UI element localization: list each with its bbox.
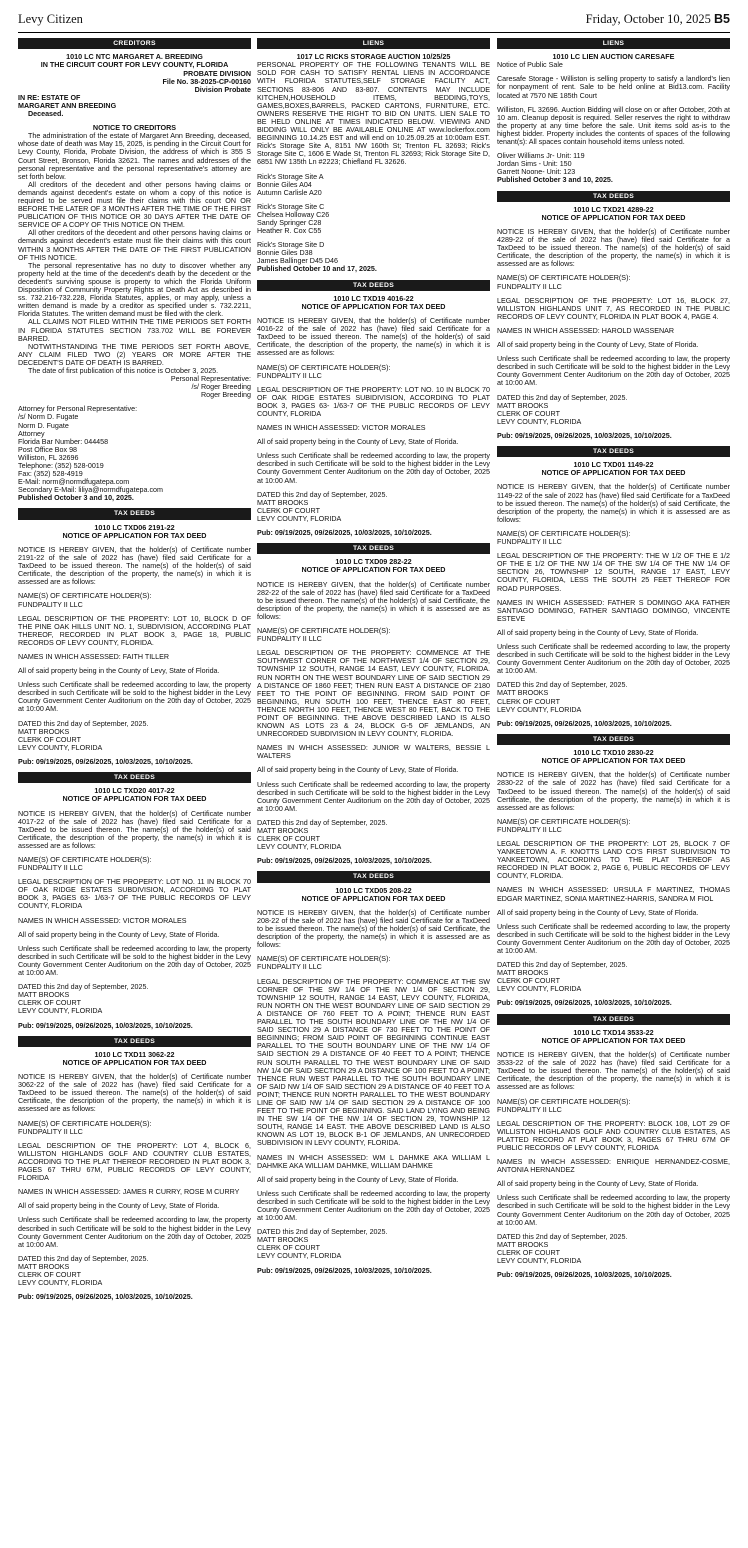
published-line: Published October 3 and 10, 2025. (497, 176, 613, 185)
section-bar-tax-deeds: TAX DEEDS (257, 871, 490, 882)
deed-title: 1010 LC TXD19 4016-22 (333, 293, 414, 303)
deed-legal: LEGAL DESCRIPTION OF THE PROPERTY: BLOCK 108, LOT 29 OF WILLISTON HIGHLANDS GOLF AND COUNTRY CLUB ESTATES, AS PLATTED RECORD AT PLAT BOOK 3, PAGES 67 THRU 67M OF PUBLIC RECORDS OF LEVY COUNTY, FLORIDA (497, 1119, 730, 1153)
deed-legal: LEGAL DESCRIPTION OF THE PROPERTY: LOT NO. 10 IN BLOCK 70 OF OAK RIDGE ESTATES SUBIDIVISION, ACCORDING TO PLAT BOOK 3, PAGES 63- 1/63-7 OF THE PUBLIC RECORDS OF LEVY COUNTY, FLORIDA (257, 385, 490, 418)
holder-name: FUNDPALITY II LLC (18, 600, 83, 609)
holder-name: FUNDPALITY II LLC (497, 1105, 562, 1114)
deed-assessed: NAMES IN WHICH ASSESSED: VICTOR MORALES (257, 424, 426, 433)
deed-redeem: Unless such Certificate shall be redeemed according to law, the property described in such Certificate will be sold to the highest bidder in the Levy County Government Center Auditorium on the 20th day of October, 2025 at 10:00 AM. (18, 681, 251, 714)
section-bar-tax-deeds: TAX DEEDS (257, 280, 490, 291)
holder-name: FUNDPALITY II LLC (18, 1127, 83, 1136)
deed-county: All of said property being in the County of Levy, State of Florida. (497, 1180, 699, 1189)
deed-county: All of said property being in the County of Levy, State of Florida. (497, 908, 699, 917)
deed-dated: DATED this 2nd day of September, 2025. MATT BROOKS CLERK OF COURT LEVY COUNTY, FLORIDA (257, 490, 388, 523)
rep-line: /s/ Roger Breeding (191, 383, 251, 392)
deed-legal: LEGAL DESCRIPTION OF THE PROPERTY: THE W 1/2 OF THE E 1/2 OF THE E 1/2 OF THE NW 1/4 OF THE SW 1/4 OF THE NW 1/4 OF SECTION 26, TOWNSHIP 12 SOUTH, RANGE 17 EAST, LEVY COUNTY, FLORIDA, LESS THE SOUTH 25 FEET THEREOF FOR ROAD PURPOSES. (497, 552, 730, 593)
deed-county: All of said property being in the County of Levy, State of Florida. (18, 1202, 220, 1211)
storage-site-a: Rick's Storage Site A Bonnie Giles A04 Autumn Carlisle A20 (257, 172, 324, 197)
holder-name: FUNDPALITY II LLC (497, 825, 562, 834)
section-bar-tax-deeds: TAX DEEDS (497, 446, 730, 457)
estate-line: IN RE: ESTATE OF (18, 93, 81, 102)
deed-assessed: NAMES IN WHICH ASSESSED: HAROLD WASSENAR (497, 326, 675, 335)
deed-title: 1010 LC TXD20 4017-22 (94, 786, 175, 796)
deed-dated: DATED this 2nd day of September, 2025. MATT BROOKS CLERK OF COURT LEVY COUNTY, FLORIDA (18, 1254, 149, 1288)
deed-notice: NOTICE IS HEREBY GIVEN, that the holder(s) of Certificate number 282-22 of the sale of 2022 has (have) filed said Certificate for a TaxDeed to be issued thereon. The name(s) of the holder(s) of said Certificate, the description of the property, the name(s) in which it is assessed are as follows: (257, 580, 490, 621)
deed-subtitle: NOTICE OF APPLICATION FOR TAX DEED (541, 1035, 686, 1045)
holder-label: NAME(S) OF CERTIFICATE HOLDER(S): (497, 529, 631, 538)
section-bar-tax-deeds: TAX DEEDS (257, 543, 490, 554)
holder-name: FUNDPALITY II LLC (257, 371, 322, 380)
deed-pub: Pub: 09/19/2025, 09/26/2025, 10/03/2025, 10/10/2025. (497, 719, 672, 728)
deed-dated: DATED this 2nd day of September, 2025. MATT BROOKS CLERK OF COURT LEVY COUNTY, FLORIDA (18, 719, 149, 752)
deed-pub: Pub: 09/19/2025, 09/26/2025, 10/03/2025, 10/10/2025. (18, 1021, 193, 1030)
section-bar-tax-deeds: TAX DEEDS (497, 734, 730, 745)
deed-pub: Pub: 09/19/2025, 09/26/2025, 10/03/2025, 10/10/2025. (497, 431, 672, 440)
deed-dated: DATED this 2nd day of September, 2025. MATT BROOKS CLERK OF COURT LEVY COUNTY, FLORIDA (497, 1232, 628, 1266)
deed-county: All of said property being in the County of Levy, State of Florida. (257, 1175, 459, 1184)
section-bar-tax-deeds: TAX DEEDS (497, 191, 730, 202)
section-bar-liens: LIENS (257, 38, 490, 49)
holder-name: FUNDPALITY II LLC (497, 282, 562, 291)
published-line: Published October 10 and 17, 2025. (257, 265, 377, 274)
holder-label: NAME(S) OF CERTIFICATE HOLDER(S): (257, 955, 391, 964)
deed-assessed: NAMES IN WHICH ASSESSED: URSULA F MARTINEZ, THOMAS EDGAR MARTINEZ, SONIA MARTINEZ-HARRIS, SANDRA M FIOL (497, 886, 730, 903)
deed-assessed: NAMES IN WHICH ASSESSED: WM L DAHMKE AKA WILLIAM L DAHMKE AKA WILLIAM DAHMKE, WILLIAM DAHMKE (257, 1153, 490, 1170)
deed-legal: LEGAL DESCRIPTION OF THE PROPERTY: LOT 10, BLOCK D OF THE PINE OAK HILLS UNIT NO. 1, SUBDIVISION, ACCORDING PLAT THEREOF, RECORDED IN PLAT BOOK 3, PAGE 18, PUBLIC RECORDS OF LEVY COUNTY, FLORIDA. (18, 614, 251, 647)
deed-title: 1010 LC TXD10 2830-22 (573, 747, 654, 757)
lien-para: Williston, FL 32696. Auction Bidding will close on or after October, 20th at 10 am. Cleanup deposit is required. Seller reserves the right to withdraw the property at any time before the sale. Unit items sold as-is to the highest bidder. Property includes the contents of spaces of the following tenant(s): All spaces contain household items unless noted. (497, 105, 730, 147)
deed-notice: NOTICE IS HEREBY GIVEN, that the holder(s) of Certificate number 2191-22 of the sale of 2022 has (have) filed said Certificate for a TaxDeed to be issued thereon. The name(s) of the holder(s) of said Certificate, the description of the property, the name(s) in which it is assessed are as follows: (18, 545, 251, 587)
column-3 (497, 38, 730, 1279)
deed-dated: DATED this 2nd day of September, 2025. MATT BROOKS CLERK OF COURT LEVY COUNTY, FLORIDA (497, 961, 628, 994)
deed-county: All of said property being in the County of Levy, State of Florida. (257, 438, 459, 447)
deed-assessed: NAMES IN WHICH ASSESSED: VICTOR MORALES (18, 916, 187, 925)
deed-pub: Pub: 09/19/2025, 09/26/2025, 10/03/2025, 10/10/2025. (497, 999, 672, 1008)
deed-pub: Pub: 09/19/2025, 09/26/2025, 10/03/2025, 10/10/2025. (18, 757, 193, 766)
storage-site-c: Rick's Storage Site C Chelsea Holloway C26 Sandy Springer C28 Heather R. Cox C55 (257, 202, 330, 236)
deed-county: All of said property being in the County of Levy, State of Florida. (257, 766, 459, 775)
deed-title: 1010 LC TXD05 208-22 (335, 885, 412, 895)
deed-subtitle: NOTICE OF APPLICATION FOR TAX DEED (541, 212, 686, 222)
case-line: 1010 LC NTC MARGARET A. BREEDING (66, 52, 203, 62)
holder-label: NAME(S) OF CERTIFICATE HOLDER(S): (497, 274, 631, 283)
deed-subtitle: NOTICE OF APPLICATION FOR TAX DEED (301, 893, 446, 903)
deed-county: All of said property being in the County of Levy, State of Florida. (18, 930, 220, 939)
holder-label: NAME(S) OF CERTIFICATE HOLDER(S): (257, 363, 391, 372)
creditor-para: All other creditors of the decedent and other persons having claims or demands against decedent's estate must file their claims with this court WITHIN 3 MONTHS AFTER THE DATE OF THE FIRST PUBLICATION OF THIS NOTICE. (18, 229, 251, 262)
deed-redeem: Unless such Certificate shall be redeemed according to law, the property described in such Certificate will be sold to the highest bidder in the Levy County Government Center Auditorium on the 20th day of October, 2025 at 10:00 AM. (497, 922, 730, 956)
deed-dated: DATED this 2nd day of September, 2025. MATT BROOKS CLERK OF COURT LEVY COUNTY, FLORIDA (497, 393, 628, 426)
deed-redeem: Unless such Certificate shall be redeemed according to law, the property described in such Certificate will be sold to the highest bidder in the Levy County Government Center Auditorium on the 20th day of October, 2025 at 10:00 AM. (257, 780, 490, 813)
deed-dated: DATED this 2nd day of September, 2025. MATT BROOKS CLERK OF COURT LEVY COUNTY, FLORIDA (18, 983, 149, 1016)
holder-label: NAME(S) OF CERTIFICATE HOLDER(S): (18, 1119, 152, 1128)
deed-notice: NOTICE IS HEREBY GIVEN, that the holder(s) of Certificate number 3533-22 of the sale of 2022 has (have) filed said Certificate for a TaxDeed to be issued thereon. The name(s) of the holder(s) of said Certificate, the description of the property, the name(s) in which it is assessed are as follows: (497, 1051, 730, 1092)
storage-site-d: Rick's Storage Site D Bonnie Giles D38 James Ballinger D45 D46 (257, 241, 338, 266)
deed-subtitle: NOTICE OF APPLICATION FOR TAX DEED (62, 794, 207, 804)
deed-subtitle: NOTICE OF APPLICATION FOR TAX DEED (301, 565, 446, 575)
deed-pub: Pub: 09/19/2025, 09/26/2025, 10/03/2025, 10/10/2025. (257, 529, 432, 538)
deed-county: All of said property being in the County of Levy, State of Florida. (497, 341, 699, 350)
rep-line: Personal Representative: (170, 375, 251, 384)
deed-legal: LEGAL DESCRIPTION OF THE PROPERTY: LOT 16, BLOCK 27, WILLISTON HIGHLANDS UNIT 7, AS RECORDED IN THE PUBLIC RECORDS OF LEVY COUNTY, FLORIDA IN PLAT BOOK 4, PAGE 4. (497, 296, 730, 321)
deed-subtitle: NOTICE OF APPLICATION FOR TAX DEED (62, 1057, 207, 1067)
deed-pub: Pub: 09/19/2025, 09/26/2025, 10/03/2025, 10/10/2025. (257, 1266, 432, 1275)
deed-redeem: Unless such Certificate shall be redeemed according to law, the property described in such Certificate will be sold to the highest bidder in the Levy County Government Center Auditorium on the 20th day of October, 2025 at 10:00 AM. (257, 1189, 490, 1223)
holder-label: NAME(S) OF CERTIFICATE HOLDER(S): (18, 592, 152, 601)
deed-subtitle: NOTICE OF APPLICATION FOR TAX DEED (541, 468, 686, 478)
page-number: B5 (714, 12, 730, 26)
section-bar-tax-deeds: TAX DEEDS (497, 1014, 730, 1025)
case-right: Division Probate (194, 85, 251, 94)
deed-subtitle: NOTICE OF APPLICATION FOR TAX DEED (62, 530, 207, 540)
lien-units: Oliver Williams Jr- Unit: 119 Jordan Sims - Unit: 150 Garrett Noone- Unit: 123 (497, 152, 585, 177)
creditor-para: The administration of the estate of Margaret Ann Breeding, deceased, whose date of death was May 15, 2025, is pending in the Circuit Court for Levy County, Florida, Probate Division, the address of which is 355 S Court Street, Bronson, Florida 32621. The names and addresses of the personal representative and the personal representative's attorney are set forth below. (18, 132, 251, 181)
deed-redeem: Unless such Certificate shall be redeemed according to law, the property described in such Certificate will be sold to the highest bidder in the Levy County Government Center Auditorium on the 20th day of October, 2025 at 10:00 AM. (18, 1216, 251, 1249)
estate-line: MARGARET ANN BREEDING (18, 101, 117, 110)
deed-redeem: Unless such Certificate shall be redeemed according to law, the property described in such Certificate will be sold to the highest bidder in the Levy County Government Center Auditorium on the 20th day of October, 2025 at 10:00 AM. (497, 642, 730, 676)
deed-notice: NOTICE IS HEREBY GIVEN, that the holder(s) of Certificate number 2830-22 of the sale of 2022 has (have) filed said Certificate for a TaxDeed to be issued thereon. The name(s) of the holder(s) of said Certificate, the description of the property, the name(s) in which it is assessed are as follows: (497, 771, 730, 812)
deed-redeem: Unless such Certificate shall be redeemed according to law, the property described in such Certificate will be sold to the highest bidder in the Levy County Government Center Auditorium on the 20th day of October, 2025 at 10:00 AM. (257, 452, 490, 485)
deed-assessed: NAMES IN WHICH ASSESSED: FATHER S DOMINGO AKA FATHER SANTIAGO DOMINGO, FATHER SANTIAGO DOMINGO, VINCENTE ESTEVE (497, 598, 730, 623)
deed-dated: DATED this 2nd day of September, 2025. MATT BROOKS CLERK OF COURT LEVY COUNTY, FLORIDA (257, 1228, 388, 1261)
issue-date: Friday, October 10, 2025 B5 (585, 12, 730, 26)
masthead (18, 12, 730, 32)
rep-line: Roger Breeding (200, 391, 251, 400)
published-line: Published October 3 and 10, 2025. (18, 494, 134, 503)
deed-notice: NOTICE IS HEREBY GIVEN, that the holder(s) of Certificate number 3062-22 of the sale of 2022 has (have) filed said Certificate for a TaxDeed to be issued thereon. The name(s) of the holder(s) of said Certificate, the description of the property, the name(s) in which it is assessed are as follows: (18, 1073, 251, 1114)
section-bar-tax-deeds: TAX DEEDS (18, 1036, 251, 1047)
deed-notice: NOTICE IS HEREBY GIVEN, that the holder(s) of Certificate number 4016-22 of the sale of 2022 has (have) filed said Certificate for a TaxDeed to be issued thereon. The name(s) of the holder(s) of said Certificate, the description of the property, the name(s) in which it is assessed are as follows: (257, 317, 490, 358)
section-bar-creditors: CREDITORS (18, 38, 251, 49)
holder-name: FUNDPALITY II LLC (257, 635, 322, 644)
creditor-para: The personal representative has no duty to discover whether any property held at the time of the decedent's death by the decedent or the decedent's surviving spouse is property to which the Florida Uniform Disposition of Community Property Rights at Death Act as described in ss. 732.216-732.228, Florida Statutes, applies, or may apply, unless a written demand is made by a creditor as specified under s. 732.2211, Florida Statutes. The written demand must be filed with the clerk. (18, 261, 251, 319)
lien-intro: Notice of Public Sale (497, 61, 563, 70)
lien-title: 1017 LC RICKS STORAGE AUCTION 10/25/25 (296, 52, 451, 62)
masthead-rule (18, 32, 730, 33)
deed-legal: LEGAL DESCRIPTION OF THE PROPERTY: LOT 4, BLOCK 6, WILLISTON HIGHLANDS GOLF AND COUNTRY CLUB ESTATES, ACCORDING TO THE PLAT THEREOF RECORDED IN PLAT BOOK 3, PAGES 67 THRU 67M, PUBLIC RECORDS OF LEVY COUNTY, FLORIDA (18, 1141, 251, 1183)
deed-redeem: Unless such Certificate shall be redeemed according to law, the property described in such Certificate will be sold to the highest bidder in the Levy County Government Center Auditorium on the 20th day of October, 2025 at 10:00 AM. (497, 355, 730, 388)
deed-redeem: Unless such Certificate shall be redeemed according to law, the property described in such Certificate will be sold to the highest bidder in the Levy County Government Center Auditorium on the 20th day of October, 2025 at 10:00 AM. (18, 944, 251, 978)
deed-county: All of said property being in the County of Levy, State of Florida. (497, 628, 699, 637)
deed-assessed: NAMES IN WHICH ASSESSED: FAITH TILLER (18, 653, 170, 662)
attorney-block: Attorney for Personal Representative: /s/ Norm D. Fugate Norm D. Fugate Attorney Florida Bar Number: 044458 Post Office Box 98 Williston, FL 32696 Telephone: (352) 528-0019 Fax: (352) 528-4919 E-Mail: norm@normdfugatepa.com Secondary E-Mail: liliya@normdfugatepa.com (18, 405, 163, 495)
deed-pub: Pub: 09/19/2025, 09/26/2025, 10/03/2025, 10/10/2025. (497, 1271, 672, 1280)
deed-title: 1010 LC TXD14 3533-22 (573, 1027, 654, 1037)
deed-notice: NOTICE IS HEREBY GIVEN, that the holder(s) of Certificate number 4289-22 of the sale of 2022 has (have) filed said Certificate for a TaxDeed to be issued thereon. The name(s) of the holder(s) of said Certificate, the description of the property, the name(s) in which it is assessed are as follows: (497, 228, 730, 269)
section-bar-tax-deeds: TAX DEEDS (18, 772, 251, 783)
holder-label: NAME(S) OF CERTIFICATE HOLDER(S): (497, 817, 631, 826)
deed-county: All of said property being in the County of Levy, State of Florida. (18, 667, 220, 676)
deed-dated: DATED this 2nd day of September, 2025. MATT BROOKS CLERK OF COURT LEVY COUNTY, FLORIDA (497, 681, 628, 714)
deed-legal: LEGAL DESCRIPTION OF THE PROPERTY: LOT 25, BLOCK 7 OF YANKEETOWN A. F. KNOTTS LAND CO'S FIRST SUBDIVISION TO YANKEETOWN, ACCORDING TO THE PLAT THEREOF AS RECORDED IN PLAT BOOK 2, PAGE 6, PUBLIC RECORDS OF LEVY COUNTY, FLORIDA. (497, 839, 730, 881)
paper-name: Levy Citizen (18, 12, 83, 26)
deed-assessed: NAMES IN WHICH ASSESSED: JAMES R CURRY, ROSE M CURRY (18, 1188, 240, 1197)
section-bar-liens: LIENS (497, 38, 730, 49)
deed-title: 1010 LC TXD01 1149-22 (573, 460, 654, 470)
deed-pub: Pub: 09/19/2025, 09/26/2025, 10/03/2025, 10/10/2025. (257, 857, 432, 866)
column-2 (257, 38, 490, 1275)
deed-notice: NOTICE IS HEREBY GIVEN, that the holder(s) of Certificate number 208-22 of the sale of 2022 has (have) filed said Certificate for a TaxDeed to be issued thereon. The name(s) of the holder(s) of said Certificate, the description of the property, the name(s) in which it is assessed are as follows: (257, 908, 490, 950)
deed-legal: LEGAL DESCRIPTION OF THE PROPERTY: COMMENCE AT THE SOUTHWEST CORNER OF THE NORTHWEST 1/4 OF SECTION 29, TOWNSHIP 12 SOUTH, RANGE 14 EAST, LEVY COUNTY, FLORIDA. RUN NORTH ON THE WEST BOUNDARY LINE OF SAID SECTION 29 A DISTANCE OF 1860 FEET; THEN RUN EAST A DISTANCE OF 2180 FEET TO THE POINT OF BEGINNING. FROM SAID POINT OF BEGINNING, RUN SOUTH 100 FEET, THENCE EAST 80 FEET, THENCE NORTH 100 FEET, THENCE WEST 80 FEET, BACK TO THE POINT OF BEGINNING. THE ABOVE DESCRIBED LAND IS ALSO KNOWN AS LOTS 23 & 24, BLOCK G-5 OF JEMLANDS, AN UNRECORDED SUBDIVISION IN LEVY COUNTY, FLORIDA. (257, 649, 490, 739)
deed-title: 1010 LC TXD11 3062-22 (94, 1049, 175, 1059)
estate-line: Deceased. (28, 109, 64, 118)
deed-legal: LEGAL DESCRIPTION OF THE PROPERTY: COMMENCE AT THE SW CORNER OF THE SW 1/4 OF THE NW 1/4 OF SECTION 29, TOWNSHIP 12 SOUTH, RANGE 14 EAST, LEVY COUNTY, FLORIDA, RUN NORTH ON THE WEST BOUNDARY LINE OF SAID SECTION 29 A DISTANCE OF 760 FEET TO A POINT; THENCE RUN EAST PARALLEL TO THE SOUTH BOUNDARY LINE OF THE NW 1/4 OF SAID SECTION 29 A DISTANCE OF 730 FEET TO THE POINT OF BEGINNING; FROM SAID POINT OF BEGINNING CONTINUE EAST PARALLEL TO THE SOUTH BOUNDARY LINE OF THE NW 1/4 OF SAID SECTION 29 A DISTANCE OF 40 FEET TO A POINT; THENCE RUN SOUTH PARALLEL TO THE WEST BOUNDARY LINE OF SAID NW 1/4 OF SAID SECTION 29 A DISTANCE OF 100 FEET TO A POINT; THENCE RUN WEST PARALLEL TO THE SOUTH BOUNDARY LINE OF SAID NW 1/4 OF SAID SECTION 29 A DISTANCE OF 40 FEET TO A POINT; THENCE RUN NORTH PARALLEL TO THE WEST BOUNDARY LINE OF SAID NW 1/4 OF SAID SECTION 29 A DISTANCE OF 100 FEET TO THE POINT OF BEGINNING. SAID LAND LYING AND BEING IN THE SW 1/4 OF THE NW 1/4 OF SECTION 29, TOWNSHIP 12 SOUTH, RANGE 14 EAST. THE ABOVE DESCRIBED LAND IS ALSO KNOWN AS LOT 19, BLOCK B-1 OF JEMLANDS, AN UNRECORDED SUBDIVISION IN LEVY COUNTY, FLORIDA. (257, 977, 490, 1148)
case-right: File No. 38-2025-CP-00160 (162, 77, 251, 86)
holder-label: NAME(S) OF CERTIFICATE HOLDER(S): (18, 856, 152, 865)
deed-assessed: NAMES IN WHICH ASSESSED: JUNIOR W WALTERS, BESSIE L WALTERS (257, 744, 490, 761)
deed-legal: LEGAL DESCRIPTION OF THE PROPERTY: LOT NO. 11 IN BLOCK 70 OF OAK RIDGE ESTATES SUBDIVISION, ACCORDING TO PLAT BOOK 3, PAGES 63- 1/63-7 OF THE PUBLIC RECORDS OF LEVY COUNTY, FLORIDA (18, 878, 251, 911)
holder-name: FUNDPALITY II LLC (257, 963, 322, 972)
holder-label: NAME(S) OF CERTIFICATE HOLDER(S): (257, 627, 391, 636)
deed-title: 1010 LC TXD21 4289-22 (573, 204, 654, 214)
lien-title: 1010 LC LIEN AUCTION CARESAFE (552, 52, 675, 62)
deed-dated: DATED this 2nd day of September, 2025. MATT BROOKS CLERK OF COURT LEVY COUNTY, FLORIDA (257, 818, 388, 852)
creditor-para: NOTWITHSTANDING THE TIME PERIODS SET FORTH ABOVE, ANY CLAIM FILED TWO (2) YEARS OR MORE AFTER THE DECEDENT'S DATE OF DEATH IS BARRED. (18, 342, 251, 367)
deed-subtitle: NOTICE OF APPLICATION FOR TAX DEED (301, 301, 446, 311)
deed-notice: NOTICE IS HEREBY GIVEN, that the holder(s) of Certificate number 1149-22 of the sale of 2022 has (have) filed said Certificate for a TaxDeed to be issued thereon. The name(s) of the holder(s) of said Certificate, the description of the property, the name(s) in which it is assessed are as follows: (497, 483, 730, 524)
deed-redeem: Unless such Certificate shall be redeemed according to law, the property described in such Certificate will be sold to the highest bidder in the Levy County Government Center Auditorium on the 20th day of October, 2025 at 10:00 AM. (497, 1194, 730, 1227)
creditor-para: The date of first publication of this notice is October 3, 2025. (28, 366, 219, 375)
deed-pub: Pub: 09/19/2025, 09/26/2025, 10/03/2025, 10/10/2025. (18, 1293, 193, 1302)
notice-title: NOTICE TO CREDITORS (92, 123, 177, 133)
section-bar-tax-deeds: TAX DEEDS (18, 508, 251, 519)
lien-body: PERSONAL PROPERTY OF THE FOLLOWING TENANTS WILL BE SOLD FOR CASH TO SATISFY RENTAL LIENS IN ACCORDANCE WITH FLORIDA STATUTES,SELF STORAGE FACILITY ACT, SECTIONS 83-806 AND 83-807. CONTENTS MAY INCLUDE KITCHEN,HOUSEHOLD ITEMS, BEDDING,TOYS, GAMES,BOXES,BARRELS, PACKED CARTONS, FURNITURE, ETC. OWNERS RESERVE THE RIGHT TO BID ON UNITS. LIEN SALE TO BE HELD ONLINE AT TIMES INDICATED BELOW. VIEWING AND BIDDING WILL ONLY BE AVAILABLE ONLINE AT www.lockerfox.com BEGINNING 10.14.25 EST and will end on 10.25.09.25 at 10:00am EST. Rick's Storage Site A, 8151 NW 160th St; Trenton FL 32693; Rick's Storage Site C, 1606 E Wade St, Trenton FL 32693; Rick Storage Site D, 6851 NW 135th Ln #2223; Chiefland FL 32626. (257, 61, 490, 167)
deed-assessed: NAMES IN WHICH ASSESSED: ENRIQUE HERNANDEZ-COSME, ANTONIA HERNANDEZ (497, 1158, 730, 1175)
deed-title: 1010 LC TXD09 282-22 (335, 557, 412, 567)
deed-subtitle: NOTICE OF APPLICATION FOR TAX DEED (541, 756, 686, 766)
deed-title: 1010 LC TXD06 2191-22 (94, 522, 175, 532)
holder-name: FUNDPALITY II LLC (18, 864, 83, 873)
column-1 (18, 38, 251, 1301)
creditor-para: ALL CLAIMS NOT FILED WITHIN THE TIME PERIODS SET FORTH IN FLORIDA STATUTES SECTION 733.702 WILL BE FOREVER BARRED. (18, 318, 251, 343)
deed-notice: NOTICE IS HEREBY GIVEN, that the holder(s) of Certificate number 4017-22 of the sale of 2022 has (have) filed said Certificate for a TaxDeed to be issued thereon. The name(s) of the holder(s) of said Certificate, the description of the property, the name(s) in which it is assessed are as follows: (18, 809, 251, 850)
case-line: IN THE CIRCUIT COURT FOR LEVY COUNTY, FLORIDA (40, 60, 229, 70)
creditor-para: All creditors of the decedent and other persons having claims or demands against decedent's estate on whom a copy of this notice is required to be served must file their claims with this court ON OR BEFORE THE LATER OF 3 MONTHS AFTER THE TIME OF THE FIRST PUBLICATION OF THIS NOTICE OR 30 DAYS AFTER THE DATE OF SERVICE OF A COPY OF THIS NOTICE ON THEM. (18, 180, 251, 230)
holder-label: NAME(S) OF CERTIFICATE HOLDER(S): (497, 1097, 631, 1106)
holder-name: FUNDPALITY II LLC (497, 538, 562, 547)
case-right: PROBATE DIVISION (183, 69, 251, 78)
lien-para: Caresafe Storage - Williston is selling property to satisfy a landlord's lien for nonpayment of rent. Sale to be held online at Bid13.com. Facility located at 7570 NE 185th Court (497, 75, 730, 100)
